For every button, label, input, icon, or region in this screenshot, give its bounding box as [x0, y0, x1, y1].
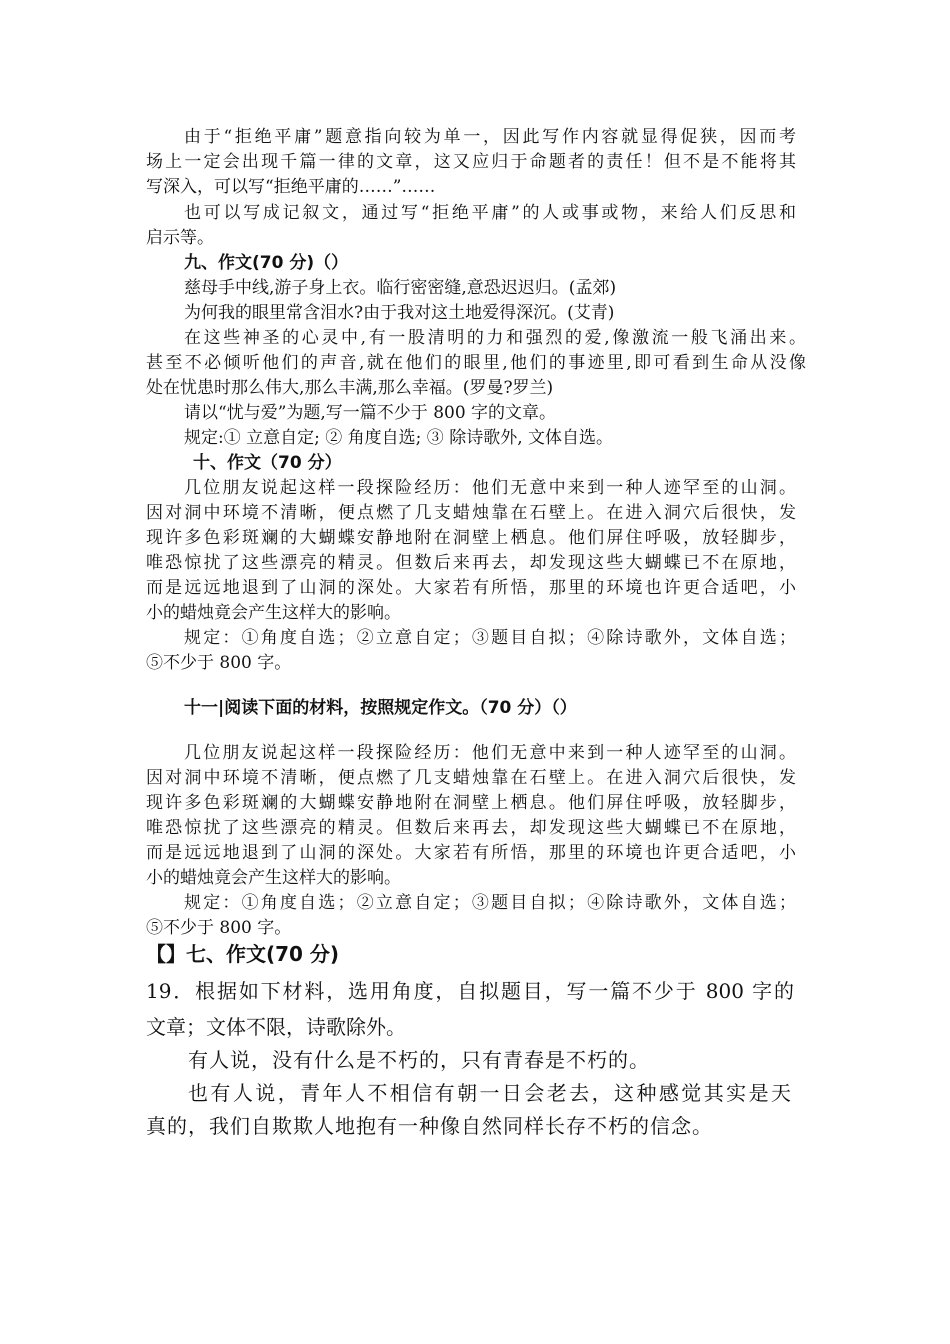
paragraph-line: 写深入，可以写“拒绝平庸的……”……: [146, 177, 436, 197]
section-heading: 十一|阅读下面的材料，按照规定作文。（70 分）（）: [184, 698, 577, 718]
paragraph-line: ⑤不少于 800 字。: [146, 653, 292, 673]
paragraph-line: 几位朋友说起这样一段探险经历：他们无意中来到一种人迹罕至的山洞。: [184, 743, 796, 763]
paragraph-line: 现许多色彩斑斓的大蝴蝶安静地附在洞壁上栖息。他们屏住呼吸，放轻脚步，: [146, 528, 796, 548]
paragraph-line: 真的，我们自欺欺人地抱有一种像自然同样长存不朽的信念。: [146, 1114, 713, 1138]
paragraph-line: 规定：①角度自选；②立意自定；③题目自拟；④除诗歌外，文体自选；: [184, 893, 796, 913]
paragraph-line: 规定:① 立意自定; ② 角度自选; ③ 除诗歌外, 文体自选。: [184, 428, 614, 448]
paragraph-line: 慈母手中线,游子身上衣。临行密密缝,意恐迟迟归。(孟郊): [184, 278, 617, 298]
paragraph-line: 小的蜡烛竟会产生这样大的影响。: [146, 603, 401, 623]
paragraph-line: 现许多色彩斑斓的大蝴蝶安静地附在洞壁上栖息。他们屏住呼吸，放轻脚步，: [146, 793, 796, 813]
paragraph-line: 在这些神圣的心灵中,有一股清明的力和强烈的爱,像激流一般飞涌出来。: [184, 328, 806, 348]
paragraph-line: 小的蜡烛竟会产生这样大的影响。: [146, 868, 401, 888]
paragraph-line: 也有人说，青年人不相信有朝一日会老去，这种感觉其实是天: [188, 1081, 792, 1105]
section-heading: 【】七、作文(70 分): [146, 942, 340, 966]
paragraph-line: 因对洞中环境不清晰，便点燃了几支蜡烛靠在石壁上。在进入洞穴后很快，发: [146, 768, 796, 788]
paragraph-line: 请以“忧与爱”为题,写一篇不少于 800 字的文章。: [184, 403, 557, 423]
paragraph-line: 处在忧患时那么伟大,那么丰满,那么幸福。(罗曼?罗兰): [146, 378, 554, 398]
paragraph-line: 而是远远地退到了山洞的深处。大家若有所悟，那里的环境也许更合适吧，小: [146, 843, 796, 863]
section-heading: 九、作文(70 分)（）: [184, 253, 349, 273]
paragraph-line: 为何我的眼里常含泪水?由于我对这土地爱得深沉。(艾青): [184, 303, 615, 323]
paragraph-line: 文章；文体不限，诗歌除外。: [146, 1015, 406, 1039]
paragraph-line: 有人说，没有什么是不朽的，只有青春是不朽的。: [188, 1048, 650, 1072]
paragraph-line: 唯恐惊扰了这些漂亮的精灵。但数后来再去，却发现这些大蝴蝶已不在原地，: [146, 553, 796, 573]
paragraph-line: ⑤不少于 800 字。: [146, 918, 292, 938]
paragraph-line: 启示等。: [146, 228, 214, 248]
paragraph-line: 甚至不必倾听他们的声音,就在他们的眼里,他们的事迹里,即可看到生命从没像: [146, 353, 806, 373]
paragraph-line: 几位朋友说起这样一段探险经历：他们无意中来到一种人迹罕至的山洞。: [184, 478, 796, 498]
paragraph-line: 19．根据如下材料，选用角度，自拟题目，写一篇不少于 800 字的: [146, 979, 794, 1003]
paragraph-line: 而是远远地退到了山洞的深处。大家若有所悟，那里的环境也许更合适吧，小: [146, 578, 796, 598]
paragraph-line: 场上一定会出现千篇一律的文章，这又应归于命题者的责任！但不是不能将其: [146, 152, 796, 172]
section-heading: 十、作文（70 分）: [193, 453, 342, 473]
paragraph-line: 也可以写成记叙文，通过写“拒绝平庸”的人或事或物，来给人们反思和: [184, 203, 796, 223]
paragraph-line: 由于“拒绝平庸”题意指向较为单一，因此写作内容就显得促狭，因而考: [184, 127, 796, 147]
paragraph-line: 因对洞中环境不清晰，便点燃了几支蜡烛靠在石壁上。在进入洞穴后很快，发: [146, 503, 796, 523]
paragraph-line: 唯恐惊扰了这些漂亮的精灵。但数后来再去，却发现这些大蝴蝶已不在原地，: [146, 818, 796, 838]
paragraph-line: 规定：①角度自选；②立意自定；③题目自拟；④除诗歌外，文体自选；: [184, 628, 796, 648]
